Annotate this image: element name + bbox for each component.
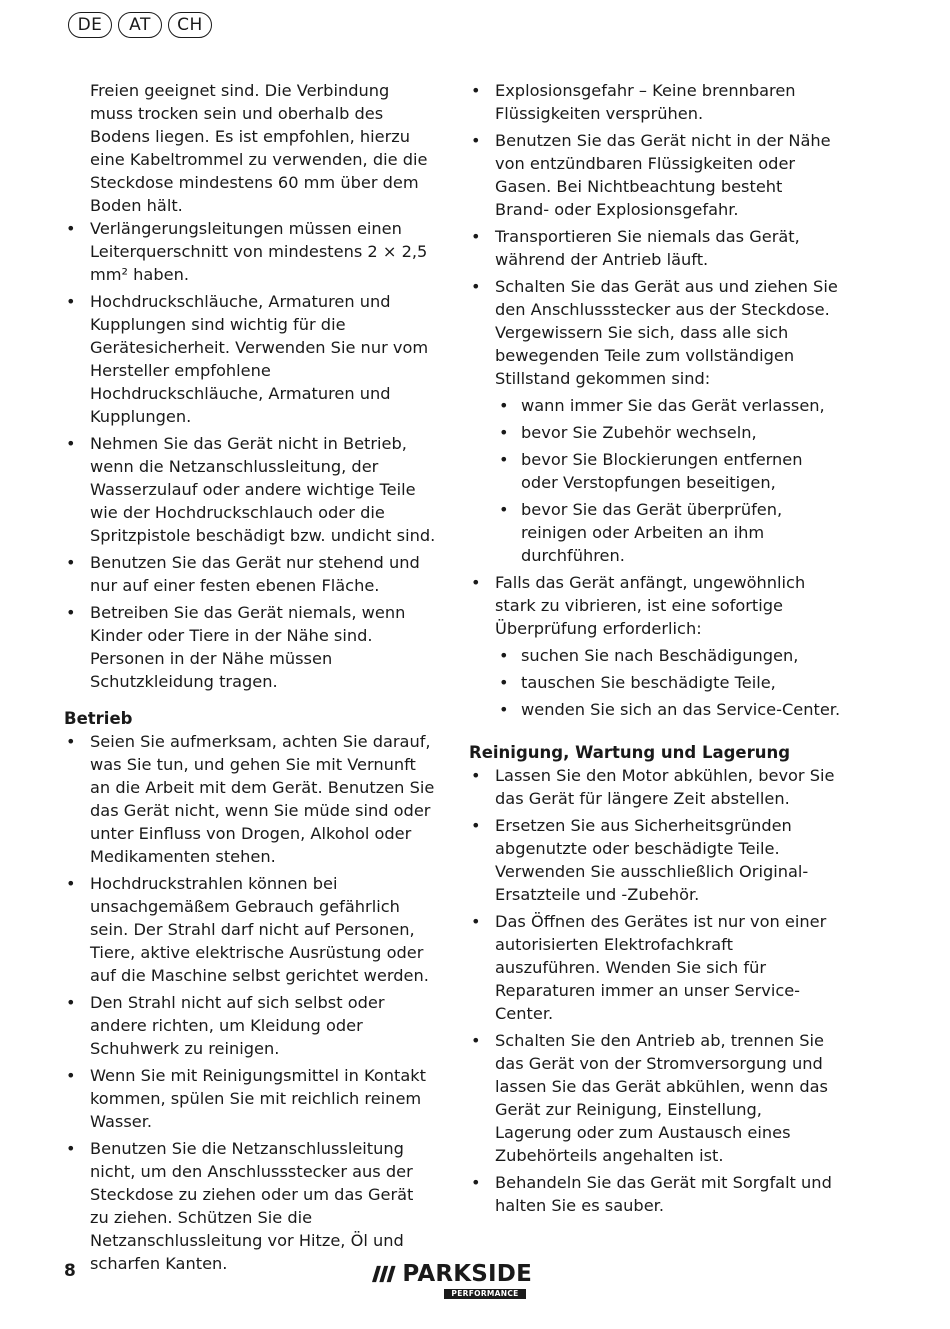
betrieb-list [64, 730, 436, 1275]
list-item: • Nehmen Sie das Gerät nicht in Betrieb, wenn die Netzanschlussleitung, der Wasserzulauf oder andere wichtige Teile wie der Hochdruckschlauch oder die Spritzpistole beschädigt bzw. undicht sind. [64, 432, 436, 547]
list-item: • Seien Sie aufmerksam, achten Sie darauf, was Sie tun, und gehen Sie mit Vernunft an die Arbeit mit dem Gerät. Benutzen Sie das Gerät nicht, wenn Sie müde sind oder unter Einfluss von Drogen, Alkohol oder Medikamenten stehen. [64, 730, 436, 868]
list-item: • Betreiben Sie das Gerät niemals, wenn Kinder oder Tiere in der Nähe sind. Personen in der Nähe müssen Schutzkleidung tragen. [64, 601, 436, 693]
left-column [64, 79, 436, 1279]
sub-list-item: • tauschen Sie beschädigte Teile, [495, 671, 841, 694]
page-number: 8 [64, 1261, 76, 1281]
list-item: • Hochdruckstrahlen können bei unsachgemäßem Gebrauch gefährlich sein. Der Strahl darf nicht auf Personen, Tiere, aktive elektrische Ausrüstung oder auf die Maschine selbst gerichtet werden. [64, 872, 436, 987]
list-item: • Ersetzen Sie aus Sicherheitsgründen abgenutzte oder beschädigte Teile. Verwenden Sie ausschließlich Original-Ersatzteile und -Zubehör. [469, 814, 841, 906]
sub-list-item: • bevor Sie Blockierungen entfernen oder Verstopfungen beseitigen, [495, 448, 841, 494]
list-item: • Den Strahl nicht auf sich selbst oder andere richten, um Kleidung oder Schuhwerk zu reinigen. [64, 991, 436, 1060]
hazard-list [469, 79, 841, 721]
right-column [469, 79, 841, 1221]
list-item: • Benutzen Sie das Gerät nur stehend und nur auf einer festen ebenen Fläche. [64, 551, 436, 597]
sub-list [495, 394, 841, 567]
list-item: • Wenn Sie mit Reinigungsmittel in Kontakt kommen, spülen Sie mit reichlich reinem Wasser. [64, 1064, 436, 1133]
list-item [469, 275, 841, 567]
sub-list-item: • wann immer Sie das Gerät verlassen, [495, 394, 841, 417]
logo-text: PARKSIDE [402, 1261, 532, 1287]
list-item-text: Schalten Sie das Gerät aus und ziehen Sie den Anschlussstecker aus der Steckdose. Vergewissern Sie sich, dass alle sich bewegenden Teile zum vollständigen Stillstand gekommen sind: [495, 277, 838, 388]
country-badge-at: AT [118, 12, 162, 38]
sub-list-item: • suchen Sie nach Beschädigungen, [495, 644, 841, 667]
list-item: • Behandeln Sie das Gerät mit Sorgfalt und halten Sie es sauber. [469, 1171, 841, 1217]
list-item: • Lassen Sie den Motor abkühlen, bevor Sie das Gerät für längere Zeit abstellen. [469, 764, 841, 810]
list-item: • Hochdruckschläuche, Armaturen und Kupplungen sind wichtig für die Gerätesicherheit. Verwenden Sie nur vom Hersteller empfohlene Hochdruckschläuche, Armaturen und Kupplungen. [64, 290, 436, 428]
sub-list-item: • wenden Sie sich an das Service-Center. [495, 698, 841, 721]
sub-list-item: • bevor Sie Zubehör wechseln, [495, 421, 841, 444]
logo-subline: PERFORMANCE [444, 1289, 526, 1299]
continued-paragraph: Freien geeignet sind. Die Verbindung muss trocken sein und oberhalb des Bodens liegen. Es ist empfohlen, hierzu eine Kabeltrommel zu verwenden, die die Steckdose mindestens 60 mm über dem Boden hält. [90, 81, 428, 215]
sub-list [495, 644, 841, 721]
sub-list-item: • bevor Sie das Gerät überprüfen, reinigen oder Arbeiten an ihm durchführen. [495, 498, 841, 567]
section-heading-betrieb: Betrieb [64, 709, 133, 728]
country-badge-ch: CH [168, 12, 212, 38]
list-item-text: Falls das Gerät anfängt, ungewöhnlich stark zu vibrieren, ist eine sofortige Überprüfung erforderlich: [495, 573, 806, 638]
list-item [469, 571, 841, 721]
slashes-icon [372, 1264, 396, 1284]
list-item: • Das Öffnen des Gerätes ist nur von einer autorisierten Elektrofachkraft auszuführen. Wenden Sie sich für Reparaturen immer an unser Service-Center. [469, 910, 841, 1025]
list-item: • Transportieren Sie niemals das Gerät, während der Antrieb läuft. [469, 225, 841, 271]
country-badge-de: DE [68, 12, 112, 38]
cleaning-list [469, 764, 841, 1217]
safety-list [64, 217, 436, 693]
parkside-logo [372, 1262, 532, 1299]
country-badges [68, 12, 212, 38]
section-heading-cleaning: Reinigung, Wartung und Lagerung [469, 743, 791, 762]
list-item: • Benutzen Sie das Gerät nicht in der Nähe von entzündbaren Flüssigkeiten oder Gasen. Bei Nichtbeachtung besteht Brand- oder Explosionsgefahr. [469, 129, 841, 221]
list-item: • Schalten Sie den Antrieb ab, trennen Sie das Gerät von der Stromversorgung und lassen Sie das Gerät abkühlen, wenn das Gerät zur Reinigung, Einstellung, Lagerung oder zum Austausch eines Zubehörteils angehalten ist. [469, 1029, 841, 1167]
list-item: • Explosionsgefahr – Keine brennbaren Flüssigkeiten versprühen. [469, 79, 841, 125]
list-item: • Verlängerungsleitungen müssen einen Leiterquerschnitt von mindestens 2 × 2,5 mm² haben. [64, 217, 436, 286]
list-item: • Benutzen Sie die Netzanschlussleitung nicht, um den Anschlussstecker aus der Steckdose zu ziehen oder um das Gerät zu ziehen. Schützen Sie die Netzanschlussleitung vor Hitze, Öl und scharfen Kanten. [64, 1137, 436, 1275]
